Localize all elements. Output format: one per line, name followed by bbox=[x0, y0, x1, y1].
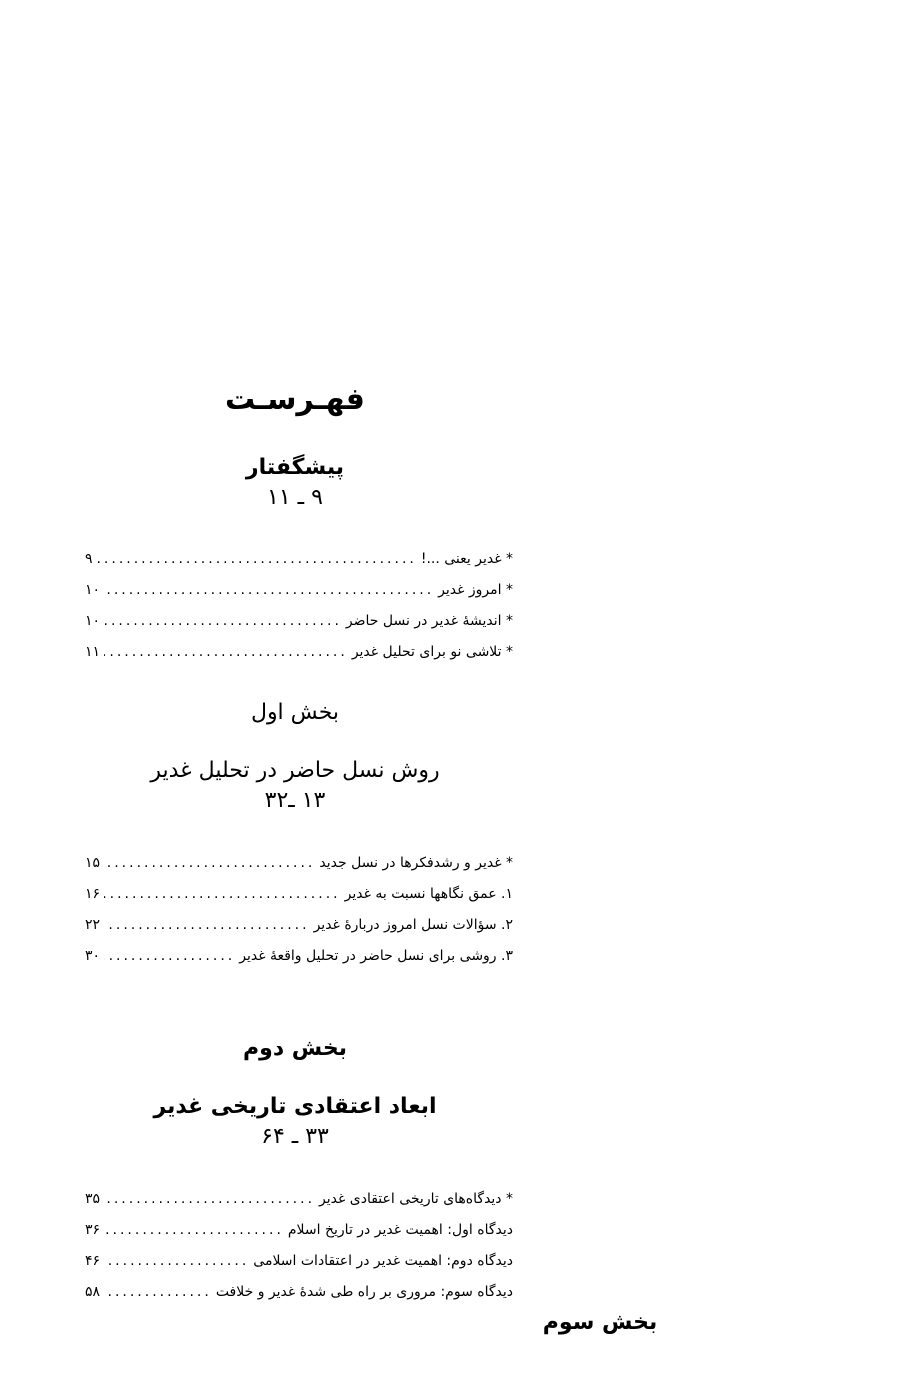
leader-dots bbox=[104, 941, 235, 972]
toc-entry-page: ۱۵ bbox=[85, 855, 101, 871]
leader-dots bbox=[97, 544, 417, 575]
part-one-toc-list bbox=[85, 848, 513, 972]
toc-entry-text: * غدیر یعنی ...! bbox=[420, 551, 513, 567]
toc-entry-page: ۱۰ bbox=[85, 613, 101, 629]
part-two-page-range: ۳۳ ـ ۶۴ bbox=[261, 1124, 329, 1149]
toc-entry-page: ۱۱ bbox=[85, 644, 101, 660]
toc-entry[interactable] bbox=[85, 941, 513, 972]
leader-dots bbox=[104, 910, 310, 941]
leader-dots bbox=[104, 575, 434, 606]
toc-entry-text: دیدگاه سوم: مروری بر راه طی شدهٔ غدیر و خلافت bbox=[215, 1284, 513, 1300]
part-two-label: بخش دوم bbox=[243, 1036, 347, 1061]
toc-entry[interactable] bbox=[85, 575, 513, 606]
toc-entry[interactable] bbox=[85, 879, 513, 910]
toc-entry[interactable] bbox=[85, 910, 513, 941]
toc-entry-page: ۵۸ bbox=[85, 1284, 101, 1300]
toc-entry-page: ۱۶ bbox=[85, 886, 101, 902]
toc-entry-text: * تلاشی نو برای تحلیل غدیر bbox=[351, 644, 513, 660]
part-two-heading: ابعاد اعتقادی تاریخی غدیر bbox=[153, 1094, 437, 1119]
toc-entry-page: ۹ bbox=[85, 551, 93, 567]
toc-entry[interactable] bbox=[85, 1246, 513, 1277]
toc-entry[interactable] bbox=[85, 848, 513, 879]
toc-entry-page: ۱۰ bbox=[85, 582, 101, 598]
toc-entry-page: ۳۵ bbox=[85, 1191, 101, 1207]
preface-page-range: ۹ ـ ۱۱ bbox=[267, 485, 323, 510]
toc-entry[interactable] bbox=[85, 1277, 513, 1308]
toc-entry[interactable] bbox=[85, 1215, 513, 1246]
toc-entry-page: ۲۲ bbox=[85, 917, 101, 933]
toc-entry-text: ۱. عمق نگاهها نسبت به غدیر bbox=[344, 886, 513, 902]
toc-entry[interactable] bbox=[85, 637, 513, 668]
toc-entry[interactable] bbox=[85, 1184, 513, 1215]
part-three-label: بخش سوم bbox=[542, 1310, 658, 1335]
toc-entry-page: ۴۶ bbox=[85, 1253, 101, 1269]
toc-entry-text: * امروز غدیر bbox=[438, 582, 513, 598]
preface-toc-list bbox=[85, 544, 513, 668]
preface-heading: پیشگفتار bbox=[245, 455, 345, 480]
leader-dots bbox=[104, 848, 315, 879]
toc-entry-text: * دیدگاه‌های تاریخی اعتقادی غدیر bbox=[319, 1191, 513, 1207]
toc-entry-text: دیدگاه دوم: اهمیت غدیر در اعتقادات اسلامی bbox=[253, 1253, 513, 1269]
toc-entry[interactable] bbox=[85, 606, 513, 637]
leader-dots bbox=[104, 1215, 284, 1246]
page-title: فهـرسـت bbox=[225, 382, 365, 417]
part-two-toc-list bbox=[85, 1184, 513, 1308]
toc-entry-page: ۳۰ bbox=[85, 948, 101, 964]
toc-entry-text: ۳. روشی برای نسل حاضر در تحلیل واقعهٔ غدیر bbox=[239, 948, 513, 964]
toc-entry-text: دیدگاه اول: اهمیت غدیر در تاریخ اسلام bbox=[287, 1222, 513, 1238]
leader-dots bbox=[104, 1246, 249, 1277]
toc-entry-page: ۳۶ bbox=[85, 1222, 101, 1238]
part-one-label: بخش اول bbox=[250, 700, 340, 725]
leader-dots bbox=[104, 637, 348, 668]
part-one-heading: روش نسل حاضر در تحلیل غدیر bbox=[150, 758, 440, 783]
toc-entry-text: * اندیشهٔ غدیر در نسل حاضر bbox=[345, 613, 513, 629]
toc-entry[interactable] bbox=[85, 544, 513, 575]
leader-dots bbox=[104, 1184, 315, 1215]
part-one-page-range: ۱۳ ـ۳۲ bbox=[264, 788, 326, 813]
toc-entry-text: * غدیر و رشدفکرها در نسل جدید bbox=[319, 855, 513, 871]
leader-dots bbox=[104, 879, 341, 910]
toc-entry-text: ۲. سؤالات نسل امروز دربارهٔ غدیر bbox=[313, 917, 513, 933]
leader-dots bbox=[104, 606, 342, 637]
leader-dots bbox=[104, 1277, 212, 1308]
